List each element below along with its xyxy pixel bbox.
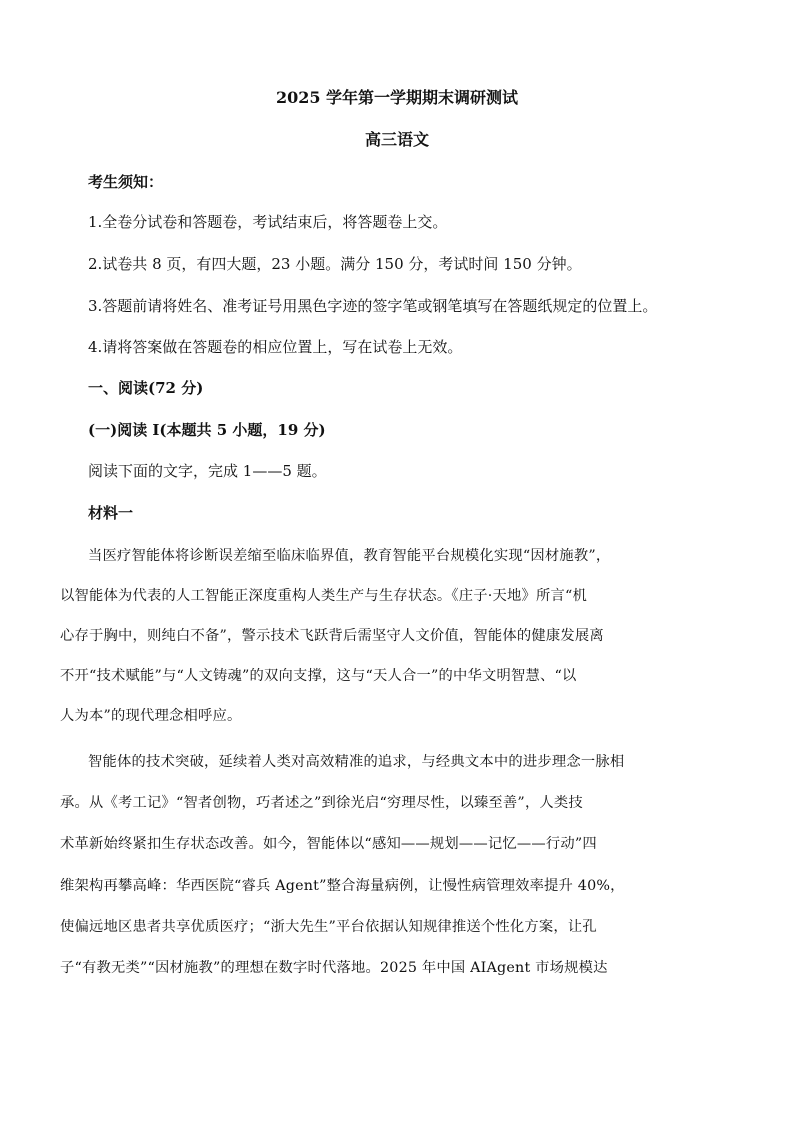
paragraph-1-line: 以智能体为代表的人工智能正深度重构人类生产与生存状态。《庄子·天地》所言“机: [60, 588, 587, 604]
part-heading: (一)阅读 I(本题共 5 小题，19 分): [88, 421, 326, 439]
notice-item-2: 2.试卷共 8 页，有四大题，23 小题。满分 150 分，考试时间 150 分钟。: [88, 255, 582, 273]
paragraph-1-line: 不开“技术赋能”与“人文铸魂”的双向支撑，这与“天人合一”的中华文明智慧、“以: [60, 668, 577, 684]
paragraph-1-line: 人为本”的现代理念相呼应。: [60, 708, 242, 724]
material-heading: 材料一: [88, 504, 134, 522]
notice-item-3: 3.答题前请将姓名、准考证号用黑色字迹的签字笔或钢笔填写在答题纸规定的位置上。: [88, 297, 658, 315]
paragraph-2-line: 承。从《考工记》“智者创物，巧者述之”到徐光启“穷理尽性，以臻至善”，人类技: [60, 795, 583, 811]
paragraph-1-line: 心存于胸中，则纯白不备”，警示技术飞跃背后需坚守人文价值，智能体的健康发展离: [60, 628, 604, 644]
exam-title: 2025 学年第一学期期末调研测试: [275, 88, 519, 107]
paragraph-2-line: 智能体的技术突破，延续着人类对高效精准的追求，与经典文本中的进步理念一脉相: [88, 754, 625, 770]
notice-item-4: 4.请将答案做在答题卷的相应位置上，写在试卷上无效。: [88, 338, 463, 356]
paragraph-1-line: 当医疗智能体将诊断误差缩至临床临界值，教育智能平台规模化实现“因材施教”，: [88, 548, 611, 564]
paragraph-2-line: 使偏远地区患者共享优质医疗；“浙大先生”平台依据认知规律推送个性化方案，让孔: [60, 919, 597, 935]
paragraph-2-line: 术革新始终紧扣生存状态改善。如今，智能体以“感知——规划——记忆——行动”四: [60, 836, 597, 852]
exam-subject: 高三语文: [364, 130, 429, 149]
reading-instruction: 阅读下面的文字，完成 1——5 题。: [88, 462, 327, 480]
paragraph-2-line: 维架构再攀高峰：华西医院“睿兵 Agent”整合海量病例，让慢性病管理效率提升 40%，: [60, 878, 625, 894]
notice-heading: 考生须知：: [88, 173, 164, 191]
section-heading: 一、阅读(72 分): [88, 379, 204, 397]
paragraph-2-line: 子“有教无类”“因材施教”的理想在数字时代落地。2025 年中国 AIAgent 市场规模达: [60, 960, 608, 976]
notice-item-1: 1.全卷分试卷和答题卷，考试结束后，将答题卷上交。: [88, 213, 448, 231]
